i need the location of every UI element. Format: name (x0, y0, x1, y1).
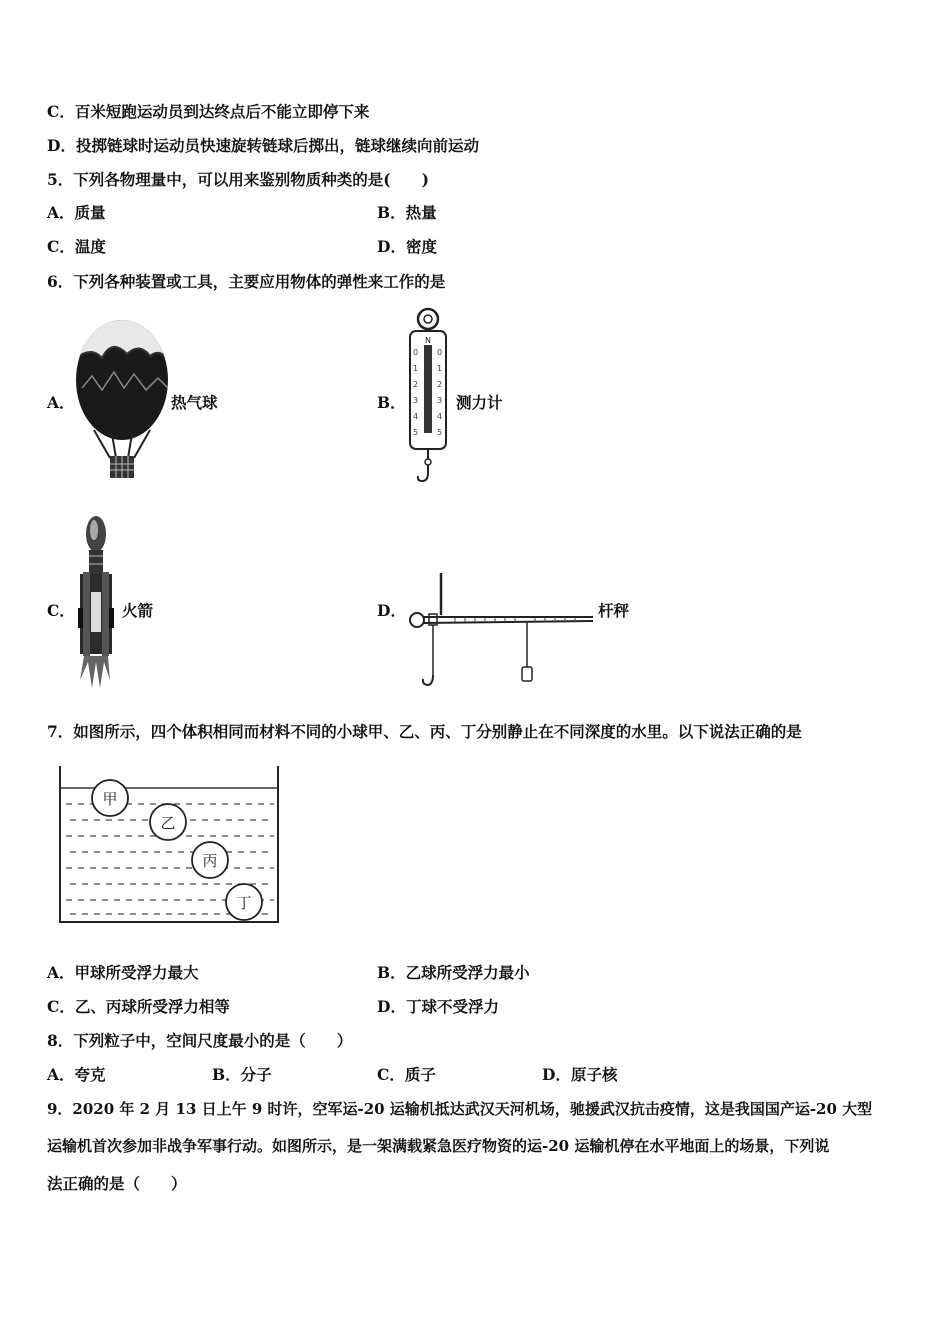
q9-stem-line-3: 法正确的是（ ） (47, 1174, 187, 1193)
q7-option-b: B．乙球所受浮力最小 (377, 963, 530, 982)
scale-right-tick: 1 (437, 364, 443, 373)
q5-option-d: D．密度 (377, 237, 437, 256)
q7-option-a: A．甲球所受浮力最大 (47, 963, 199, 982)
q5-stem: 5．下列各物理量中，可以用来鉴别物质种类的是( ) (47, 170, 429, 189)
scale-left-tick: 3 (413, 396, 419, 405)
water-tank-diagram (56, 764, 282, 928)
q4-option-c: C．百米短跑运动员到达终点后不能立即停下来 (47, 102, 370, 121)
scale-left-tick: 2 (413, 380, 419, 389)
q6-option-d-letter: D． (377, 601, 406, 620)
q6-option-b-label: 测力计 (456, 393, 503, 412)
scale-right-tick: 3 (437, 396, 443, 405)
scale-left-tick: 0 (413, 348, 419, 357)
hot-air-balloon-image (72, 318, 172, 488)
q8-option-c: C．质子 (377, 1065, 436, 1084)
scale-left-tick: 5 (413, 428, 419, 437)
q6-option-a-label: 热气球 (171, 393, 218, 412)
ball-yi-label: 乙 (160, 814, 176, 832)
scale-right-tick: 5 (437, 428, 443, 437)
q7-stem: 7．如图所示，四个体积相同而材料不同的小球甲、乙、丙、丁分别静止在不同深度的水里。以下说法正确的是 (47, 722, 802, 741)
q7-option-d: D．丁球不受浮力 (377, 997, 499, 1016)
scale-left-tick: 4 (413, 412, 419, 421)
ball-bing-label: 丙 (202, 852, 218, 870)
q8-option-b: B．分子 (212, 1065, 272, 1084)
spring-scale-image (402, 305, 454, 490)
q8-option-a: A．夸克 (47, 1065, 106, 1084)
q5-option-c: C．温度 (47, 237, 106, 256)
q6-stem: 6．下列各种装置或工具，主要应用物体的弹性来工作的是 (47, 272, 446, 291)
q5-option-a: A．质量 (47, 203, 106, 222)
q8-option-d: D．原子核 (542, 1065, 618, 1084)
q5-option-b: B．热量 (377, 203, 437, 222)
scale-left-tick: 1 (413, 364, 419, 373)
q7-option-c: C．乙、丙球所受浮力相等 (47, 997, 230, 1016)
q9-stem-line-2: 运输机首次参加非战争军事行动。如图所示，是一架满载紧急医疗物资的运-20 运输机停在水平地面上的场景，下列说 (47, 1137, 830, 1155)
rocket-image (70, 512, 120, 692)
q9-stem-line-1: 9．2020 年 2 月 13 日上午 9 时许，空军运-20 运输机抵达武汉天河机场，驰援武汉抗击疫情，这是我国国产运-20 大型 (47, 1100, 873, 1118)
q6-option-d-label: 杆秤 (598, 601, 630, 620)
q6-option-c-label: 火箭 (122, 601, 154, 620)
ball-ding-label: 丁 (236, 894, 252, 912)
scale-right-tick: 4 (437, 412, 443, 421)
scale-top-label: N (425, 336, 431, 345)
scale-right-tick: 2 (437, 380, 443, 389)
q6-option-c-letter: C． (47, 601, 75, 620)
scale-right-tick: 0 (437, 348, 443, 357)
q6-option-b-letter: B． (377, 393, 406, 412)
q4-option-d: D．投掷链球时运动员快速旋转链球后掷出，链球继续向前运动 (47, 136, 479, 155)
steelyard-image (405, 565, 597, 690)
q8-stem: 8．下列粒子中，空间尺度最小的是（ ） (47, 1031, 353, 1050)
ball-jia-label: 甲 (102, 790, 118, 808)
q6-option-a-letter: A． (47, 393, 75, 412)
